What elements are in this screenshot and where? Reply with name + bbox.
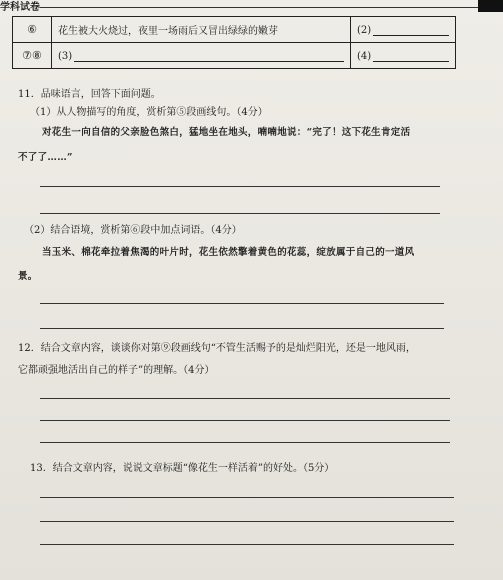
question-11-2: （2）结合语境，赏析第⑥段中加点词语。（4分） (24, 225, 242, 236)
question-12-line2: 它都顽强地活出自己的样子”的理解。（4分） (18, 365, 215, 376)
answer-line[interactable] (40, 442, 450, 443)
question-11: 11．品味语言，回答下面问题。 (18, 89, 161, 100)
answer-line[interactable] (40, 497, 454, 498)
answer-line[interactable] (40, 186, 440, 187)
table-row (13, 43, 456, 69)
answer-line[interactable] (40, 213, 440, 214)
row-number: ⑦⑧ (13, 43, 52, 69)
blank-label: (3) (58, 51, 73, 62)
question-11-1: （1）从人物描写的角度，赏析第⑤段画线句。（4分） (30, 107, 268, 118)
quote-11-1-line2: 不了了……” (18, 152, 73, 163)
answer-blank[interactable] (351, 17, 456, 43)
row-content-blank[interactable] (52, 43, 351, 69)
table-row (13, 17, 456, 43)
answer-line[interactable] (40, 398, 450, 399)
quote-11-1-line1: 对花生一向自信的父亲脸色煞白，猛地坐在地头，喃喃地说：“完了！这下花生肯定活 (42, 127, 411, 138)
answer-line[interactable] (40, 328, 444, 329)
blank-label: (2) (357, 25, 372, 36)
quote-11-2-line2: 景。 (18, 271, 38, 282)
header-label: 学科试卷 (0, 2, 40, 13)
row-content: 花生被大火烧过，夜里一场雨后又冒出绿绿的嫩芽 (52, 17, 351, 43)
header-rule (40, 7, 480, 8)
answer-line[interactable] (40, 521, 454, 522)
corner-mark (478, 0, 503, 12)
answer-line[interactable] (40, 420, 450, 421)
answer-table (12, 16, 456, 69)
answer-line[interactable] (40, 544, 454, 545)
question-12-line1: 12．结合文章内容，谈谈你对第⑨段画线句“不管生活赐予的是灿烂阳光，还是一地风雨， (18, 343, 416, 354)
blank-label: (4) (357, 51, 372, 62)
header-bar (0, 0, 503, 13)
row-number: ⑥ (13, 17, 52, 43)
question-13: 13．结合文章内容，说说文章标题“像花生一样活着”的好处。（5分） (30, 463, 335, 474)
quote-11-2-line1: 当玉米、棉花牵拉着焦渴的叶片时，花生依然擎着黄色的花蕊，绽放属于自己的一道风 (42, 247, 415, 258)
answer-blank[interactable] (351, 43, 456, 69)
answer-line[interactable] (40, 303, 444, 304)
